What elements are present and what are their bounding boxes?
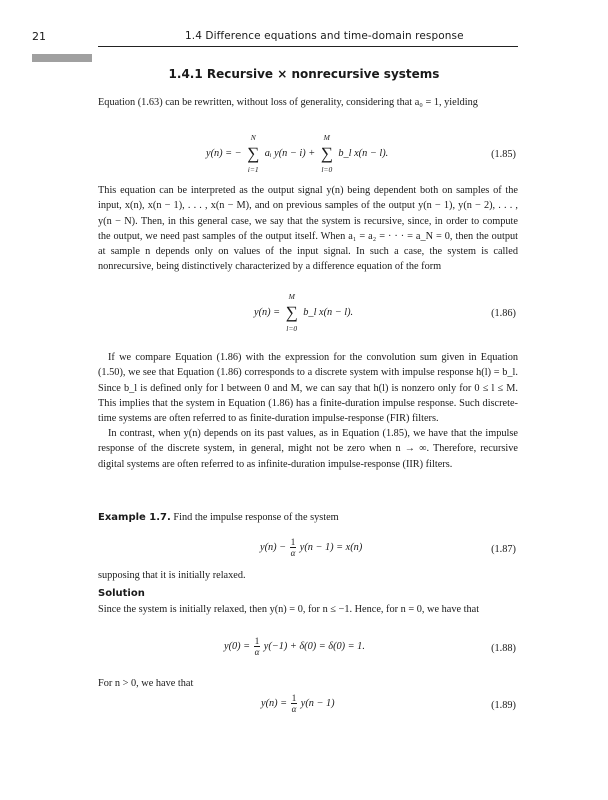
eq185-lhs: y(n) = − [206, 147, 242, 159]
eq189-rhs: y(n − 1) [300, 697, 335, 709]
fraction [290, 537, 297, 558]
sum-upper-limit: M [323, 133, 330, 142]
paragraph-n-positive: For n > 0, we have that [98, 678, 194, 689]
equation-number: (1.85) [491, 149, 516, 160]
fraction [291, 693, 298, 714]
eq185-term2: b_l x(n − l). [338, 147, 389, 159]
sum-upper-limit: M [288, 292, 295, 301]
eq187-rhs: y(n − 1) = x(n) [299, 541, 363, 553]
paragraph-iir: In contrast, when y(n) depends on its past values, as in Equation (1.85), we have that the impulse response of the discrete system, in general, might not be zero when n → ∞. Therefore, recursive digital systems are often referred to as infinite-duration impulse-response (IIR) filters. [98, 428, 518, 470]
fraction-denominator: α [254, 647, 260, 657]
solution-label: Solution [98, 588, 145, 599]
equation-number: (1.86) [491, 308, 516, 319]
fraction-denominator: α [291, 704, 297, 714]
paragraph-fir: If we compare Equation (1.86) with the expression for the convolution sum given in Equation (1.50), we see that Equation (1.86) corresponds to a discrete system with impulse response h(l) = b_l. Since b_l is defined only for l between 0 and M, we can say that h(l) is nonzero only for 0 ≤ l ≤ M. This implies that the system in Equation (1.86) has a finite-duration impulse response. Such discrete-time systems are often referred to as finite-duration impulse-response (FIR) filters. [98, 352, 518, 425]
fraction-numerator: 1 [291, 693, 297, 703]
header-rule [98, 46, 518, 47]
eq189-lhs: y(n) = [261, 697, 288, 709]
equation-1-85 [98, 133, 518, 181]
example-heading [98, 510, 518, 525]
equation-1-86 [98, 292, 518, 340]
paragraph-intro: Equation (1.63) can be rewritten, without loss of generality, considering that a₀ = 1, yielding [98, 97, 478, 108]
paragraph-recursive: This equation can be interpreted as the output signal y(n) being dependent both on samples of the input, x(n), x(n − 1), . . . , x(n − M), and on previous samples of the output y(n − 1), y(n − 2), . . . , y(n − N). Then, in this general case, we say that the system is recursive, since, in order to compute the output, we need past samples of the output itself. When a₁ = a₂ = · · · = a_N = 0, then the output at sample n depends only on values of the input signal. In such a case, the system is called nonrecursive, being distinctively characterized by a difference equation of the form [98, 185, 518, 273]
summation-sign: N ∑ i=1 [245, 145, 261, 162]
eq186-term: b_l x(n − l). [303, 306, 354, 318]
fraction-denominator: α [290, 548, 296, 558]
running-header: 1.4 Difference equations and time-domain response [185, 30, 464, 42]
section-title: 1.4.1 Recursive × nonrecursive systems [168, 67, 440, 81]
equation-number: (1.87) [491, 544, 516, 555]
equation-1-88 [98, 636, 518, 676]
summation-sign: M ∑ l=0 [284, 304, 300, 321]
fraction-numerator: 1 [254, 636, 260, 646]
page-number: 21 [32, 30, 46, 43]
eq188-lhs: y(0) = [224, 640, 251, 652]
fraction-numerator: 1 [290, 537, 296, 547]
sum-lower-limit: l=0 [321, 165, 333, 174]
equation-number: (1.88) [491, 643, 516, 654]
example-label: Example 1.7. [98, 512, 171, 523]
sum-lower-limit: i=1 [247, 165, 259, 174]
chapter-tab-marker [32, 54, 92, 62]
summation-sign: M ∑ l=0 [319, 145, 335, 162]
example-text: Find the impulse response of the system [173, 512, 339, 523]
fraction [254, 636, 261, 657]
equation-1-89 [98, 693, 518, 733]
sum-upper-limit: N [250, 133, 256, 142]
eq186-lhs: y(n) = [254, 306, 281, 318]
paragraph-relaxed: supposing that it is initially relaxed. [98, 570, 246, 581]
eq185-term1: aᵢ y(n − i) + [264, 147, 316, 159]
paragraph-solution: Since the system is initially relaxed, then y(n) = 0, for n ≤ −1. Hence, for n = 0, we have that [98, 604, 480, 615]
solution-heading [98, 586, 518, 601]
sum-lower-limit: l=0 [286, 324, 298, 333]
eq188-rhs: y(−1) + δ(0) = δ(0) = 1. [263, 640, 365, 652]
eq187-lhs: y(n) − [260, 541, 287, 553]
equation-number: (1.89) [491, 700, 516, 711]
